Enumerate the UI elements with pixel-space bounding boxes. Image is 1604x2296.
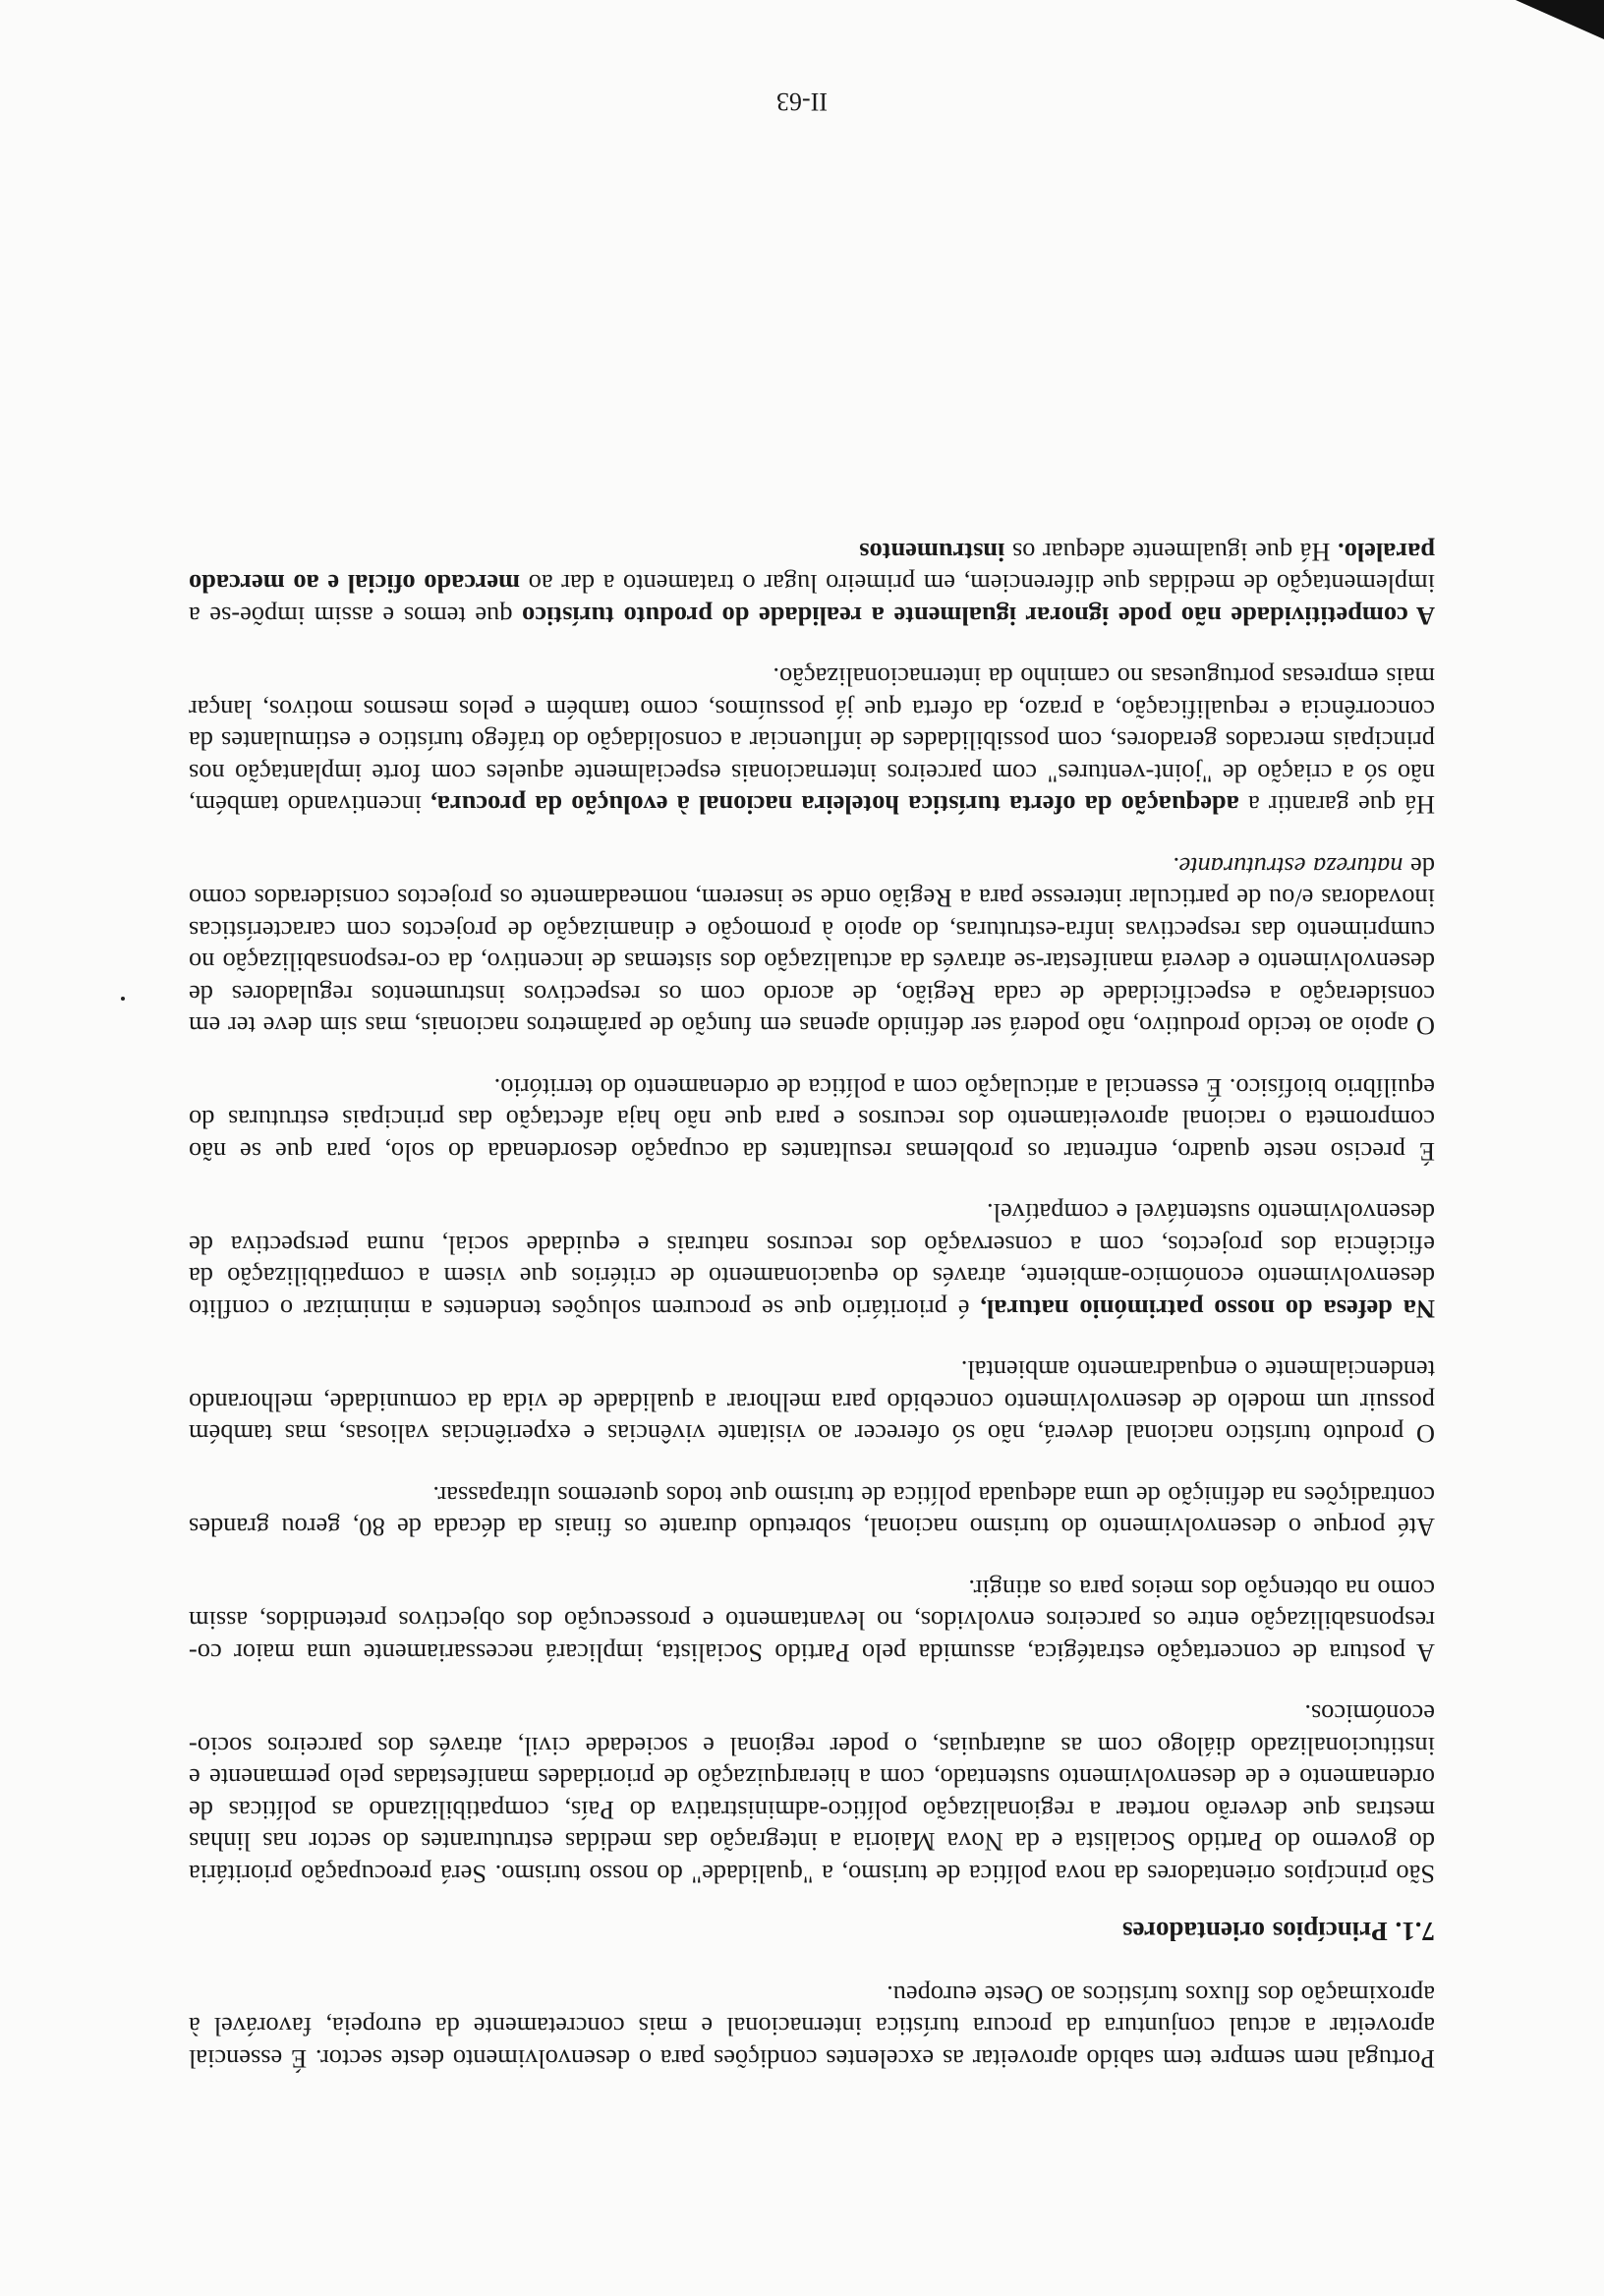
paragraph-intro: Portugal nem sempre tem sabido aproveitar as excelentes condições para o desenvolvimento deste sector. É essencial aproveitar a actual conjuntura da procura turística internacional e mais concretamente da europeia, favorável à aproximação dos fluxos turísticos ao Oeste europeu. <box>189 1980 1435 2074</box>
scan-edge-shadow <box>1516 0 1604 39</box>
text-hotel-offer: incentivando também, não só a criação de "joint-ventures" com parceiros internacionais especialmente aqueles com forte implantação nos principais mercados geradores, com possibilidades de influenciar a consolidação do tráfego turístico e estimulantes da concorrência e requalificação, a prazo, da oferta que já possuímos, como também e pelos mesmos motivos, lançar mais empresas portuguesas no caminho da internacionalização. <box>189 662 1435 821</box>
page-number: II-63 <box>776 87 828 116</box>
emphasis-structuring-nature: natureza estruturante. <box>1172 852 1404 882</box>
text-natural-heritage: é prioritário que se procurem soluções tendentes a minimizar o conflito desenvolvimento económico-ambiente, através do equacionamento de critérios que visem a compatibilização da eficiência dos projectos, com a conservação dos recursos naturais e equidade social, numa perspectiva de desenvolvimento sustentável e compatível. <box>189 1198 1435 1324</box>
document-body <box>189 507 1435 2076</box>
paragraph-productive-support <box>189 851 1435 1043</box>
emphasis-hotel-offer: adequação da oferta turística hoteleira nacional à evolução da procura, <box>430 790 1239 821</box>
emphasis-competitiveness: A competitividade não pode ignorar igualmente a realidade do produto turístico <box>522 602 1435 631</box>
paragraph-tourist-product: O produto turístico nacional deverá, não só oferecer ao visitante vivências e experiências valiosas, mas também possuir um modelo de desenvolvimento concebido para melhorar a qualidade de vida da comunidade, melhorando tendencialmente o enquadramento ambiental. <box>189 1355 1435 1450</box>
emphasis-natural-heritage: Na defesa do nosso património natural, <box>980 1294 1435 1324</box>
paragraph-development-80s: Até porque o desenvolvimento do turismo nacional, sobretudo durante os finais da década de 80, gerou grandes contradições na definição de uma adequada política de turismo que todos queremos ultrapassar. <box>189 1481 1435 1543</box>
text-competitiveness-2: Há que igualmente adequar os <box>1004 538 1339 567</box>
text-competitiveness-1: que temos e assim impõe-se a implementação de medidas que diferenciem, em primeiro lugar o tratamento a dar ao <box>189 569 1435 631</box>
paragraph-natural-heritage <box>189 1197 1435 1325</box>
paragraph-hotel-offer <box>189 661 1435 822</box>
emphasis-markets: mercado oficial e ao mercado paralelo. <box>189 538 1435 600</box>
paragraph-principles: São princípios orientadores da nova política de turismo, a "qualidade" do nosso turismo. Será preocupação prioritária do governo do Partido Socialista e da Nova Maioria a integração das medidas estruturantes do sector nas linhas mestras que deverão nortear a regionalização político-administrativa do País, compatibilizando as políticas de ordenamento e de desenvolvimento sustentado, com a hierarquização de prioridades manifestadas pelo permanente e institucionalizado diálogo com as autarquias, o poder regional e sociedade civil, através dos parceiros socio-económicos. <box>189 1699 1435 1889</box>
paragraph-land-use: É preciso neste quadro, enfrentar os problemas resultantes da ocupação desordenada do solo, para que se não comprometa o racional aproveitamento dos recursos e para que não haja afectação das principais estruturas do equilíbrio biofísico. É essencial a articulação com a política de ordenamento do território. <box>189 1073 1435 1167</box>
paragraph-concertation: A postura de concertação estratégica, assumida pelo Partido Socialista, implicará necessariamente uma maior co-responsabilização entre os parceiros envolvidos, no levantamento e prossecução dos objectivos pretendidos, assim como na obtenção dos meios para os atingir. <box>189 1575 1435 1668</box>
text-hotel-lead: Há que garantir a <box>1238 790 1435 821</box>
paragraph-competitiveness <box>189 537 1435 633</box>
emphasis-instruments: instrumentos <box>859 538 1005 567</box>
section-heading: 7.1. Princípios orientadores <box>1122 1917 1435 1947</box>
scan-speck <box>121 997 125 1001</box>
text-productive-support: O apoio ao tecido produtivo, não poderá ser definido apenas em função de parâmetros nacionais, mas sim deve ter em consideração a especificidade de cada Região, de acordo com os respectivos instrumentos reguladores de desenvolvimento e deverá manifestar-se através da actualização dos sistemas de incentivo, da co-responsabilização no cumprimento das respectivas infra-estruturas, do apoio à promoção e dinamização de projectos com características inovadoras e/ou de particular interesse para a Região onde se inserem, nomeadamente os projectos considerados como de <box>189 852 1435 1042</box>
